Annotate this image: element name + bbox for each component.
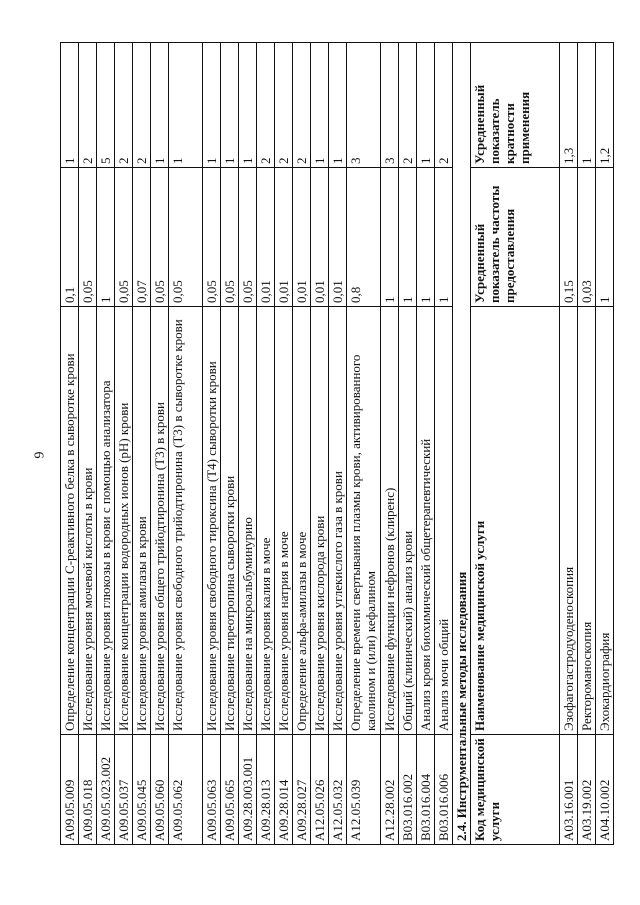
service-name: Определение концентрации С-реактивного белка в сыворотке крови bbox=[61, 307, 79, 735]
service-code: A03.19.002 bbox=[578, 735, 596, 845]
multiplicity-value: 1 bbox=[329, 43, 347, 168]
service-name: Исследование концентрации водородных ионов (pH) крови bbox=[115, 307, 133, 735]
service-code: A04.10.002 bbox=[596, 735, 614, 845]
service-code: A09.05.065 bbox=[221, 735, 239, 845]
multiplicity-value: 1 bbox=[239, 43, 257, 168]
table-row bbox=[311, 43, 329, 845]
table-row bbox=[381, 43, 399, 845]
service-code: A12.05.039 bbox=[347, 735, 381, 845]
table-row bbox=[275, 43, 293, 845]
service-code: A09.05.045 bbox=[133, 735, 151, 845]
service-name: Ректороманоскопия bbox=[578, 307, 596, 735]
multiplicity-value: 2 bbox=[435, 43, 453, 168]
multiplicity-value: 3 bbox=[347, 43, 381, 168]
frequency-value: 1 bbox=[97, 168, 115, 307]
frequency-value: 0,15 bbox=[560, 168, 578, 307]
service-name: Исследование уровня амилазы в крови bbox=[133, 307, 151, 735]
service-name: Исследование уровня свободного трийодтиронина (Т3) в сыворотке крови bbox=[169, 307, 203, 735]
header-name: Наименование медицинской услуги bbox=[471, 307, 560, 735]
multiplicity-value: 3 bbox=[381, 43, 399, 168]
frequency-value: 0,05 bbox=[169, 168, 203, 307]
frequency-value: 1 bbox=[381, 168, 399, 307]
service-name: Исследование уровня общего трийодтиронина (Т3) в крови bbox=[151, 307, 169, 735]
multiplicity-value: 1 bbox=[221, 43, 239, 168]
service-code: A09.05.037 bbox=[115, 735, 133, 845]
service-name: Исследование тиреотропина сыворотки крови bbox=[221, 307, 239, 735]
service-code: A12.28.002 bbox=[381, 735, 399, 845]
table-row bbox=[596, 43, 614, 845]
multiplicity-value: 2 bbox=[133, 43, 151, 168]
table-row bbox=[435, 43, 453, 845]
multiplicity-value: 1 bbox=[151, 43, 169, 168]
frequency-value: 0,03 bbox=[578, 168, 596, 307]
multiplicity-value: 2 bbox=[115, 43, 133, 168]
service-code: A09.28.014 bbox=[275, 735, 293, 845]
table-row bbox=[329, 43, 347, 845]
service-code: A09.05.063 bbox=[203, 735, 221, 845]
frequency-value: 0,05 bbox=[239, 168, 257, 307]
multiplicity-value: 1 bbox=[578, 43, 596, 168]
frequency-value: 0,05 bbox=[79, 168, 97, 307]
service-name: Исследование уровня калия в моче bbox=[257, 307, 275, 735]
page-number: 6 bbox=[30, 451, 46, 459]
service-code: A09.28.003.001 bbox=[239, 735, 257, 845]
service-name: Исследование уровня свободного тироксина (Т4) сыворотки крови bbox=[203, 307, 221, 735]
multiplicity-value: 5 bbox=[97, 43, 115, 168]
service-code: A09.05.018 bbox=[79, 735, 97, 845]
frequency-value: 0,1 bbox=[61, 168, 79, 307]
service-name: Исследование функции нефронов (клиренс) bbox=[381, 307, 399, 735]
service-code: A09.05.023.002 bbox=[97, 735, 115, 845]
service-code: A09.05.009 bbox=[61, 735, 79, 845]
multiplicity-value: 2 bbox=[79, 43, 97, 168]
table-row bbox=[239, 43, 257, 845]
service-code: B03.016.002 bbox=[399, 735, 417, 845]
table-row bbox=[293, 43, 311, 845]
frequency-value: 0,05 bbox=[221, 168, 239, 307]
multiplicity-value: 1 bbox=[203, 43, 221, 168]
frequency-value: 1 bbox=[417, 168, 435, 307]
header-frequency: Усредненный показатель частоты предоставления bbox=[471, 168, 560, 307]
frequency-value: 1 bbox=[596, 168, 614, 307]
table-header-row bbox=[471, 43, 560, 845]
service-code: A09.05.062 bbox=[169, 735, 203, 845]
table-row bbox=[203, 43, 221, 845]
frequency-value: 1 bbox=[399, 168, 417, 307]
table-row bbox=[79, 43, 97, 845]
service-code: A09.05.060 bbox=[151, 735, 169, 845]
service-code: B03.016.006 bbox=[435, 735, 453, 845]
frequency-value: 0,01 bbox=[293, 168, 311, 307]
frequency-value: 0,05 bbox=[115, 168, 133, 307]
header-code: Код медицинской услуги bbox=[471, 735, 560, 845]
rotated-page-content bbox=[60, 43, 618, 845]
frequency-value: 1 bbox=[435, 168, 453, 307]
table-row bbox=[578, 43, 596, 845]
frequency-value: 0,05 bbox=[203, 168, 221, 307]
lab-services-body bbox=[61, 43, 453, 845]
service-name: Общий (клинический) анализ крови bbox=[399, 307, 417, 735]
table-row bbox=[560, 43, 578, 845]
service-name: Исследование уровня натрия в моче bbox=[275, 307, 293, 735]
multiplicity-value: 2 bbox=[257, 43, 275, 168]
table-row bbox=[417, 43, 435, 845]
service-name: Исследование на микроальбуминурию bbox=[239, 307, 257, 735]
multiplicity-value: 1 bbox=[311, 43, 329, 168]
service-name: Анализ крови биохимический общетерапевтический bbox=[417, 307, 435, 735]
service-name: Определение альфа-амилазы в моче bbox=[293, 307, 311, 735]
frequency-value: 0,01 bbox=[275, 168, 293, 307]
frequency-value: 0,01 bbox=[257, 168, 275, 307]
section-title: 2.4. Инструментальные методы исследования bbox=[453, 43, 471, 845]
service-name: Исследование уровня кислорода крови bbox=[311, 307, 329, 735]
header-multiplicity: Усредненный показатель кратности применения bbox=[471, 43, 560, 168]
table-row bbox=[221, 43, 239, 845]
service-code: A09.28.013 bbox=[257, 735, 275, 845]
table-row bbox=[151, 43, 169, 845]
table-row bbox=[97, 43, 115, 845]
service-name: Исследование уровня углекислого газа в крови bbox=[329, 307, 347, 735]
service-name: Исследование уровня мочевой кислоты в крови bbox=[79, 307, 97, 735]
multiplicity-value: 1,2 bbox=[596, 43, 614, 168]
service-name: Исследование уровня глюкозы в крови с помощью анализатора bbox=[97, 307, 115, 735]
instrumental-section bbox=[453, 43, 560, 845]
service-name: Эхокардиография bbox=[596, 307, 614, 735]
frequency-value: 0,8 bbox=[347, 168, 381, 307]
table-row bbox=[347, 43, 381, 845]
multiplicity-value: 1 bbox=[417, 43, 435, 168]
section-title-row bbox=[453, 43, 471, 845]
multiplicity-value: 2 bbox=[293, 43, 311, 168]
table-row bbox=[169, 43, 203, 845]
table-row bbox=[399, 43, 417, 845]
services-table bbox=[60, 42, 614, 845]
service-code: A12.05.026 bbox=[311, 735, 329, 845]
service-code: B03.016.004 bbox=[417, 735, 435, 845]
table-row bbox=[115, 43, 133, 845]
table-row bbox=[257, 43, 275, 845]
multiplicity-value: 1 bbox=[169, 43, 203, 168]
service-code: A12.05.032 bbox=[329, 735, 347, 845]
multiplicity-value: 1 bbox=[61, 43, 79, 168]
multiplicity-value: 2 bbox=[399, 43, 417, 168]
service-code: A09.28.027 bbox=[293, 735, 311, 845]
frequency-value: 0,05 bbox=[151, 168, 169, 307]
service-name: Эзофагогастродуоденоскопия bbox=[560, 307, 578, 735]
frequency-value: 0,01 bbox=[311, 168, 329, 307]
frequency-value: 0,07 bbox=[133, 168, 151, 307]
multiplicity-value: 2 bbox=[275, 43, 293, 168]
service-name: Определение времени свертывания плазмы крови, активированного каолином и (или) кефалином bbox=[347, 307, 381, 735]
instrumental-services-body bbox=[560, 43, 614, 845]
multiplicity-value: 1,3 bbox=[560, 43, 578, 168]
table-row bbox=[133, 43, 151, 845]
table-row bbox=[61, 43, 79, 845]
service-code: A03.16.001 bbox=[560, 735, 578, 845]
service-name: Анализ мочи общий bbox=[435, 307, 453, 735]
frequency-value: 0,01 bbox=[329, 168, 347, 307]
